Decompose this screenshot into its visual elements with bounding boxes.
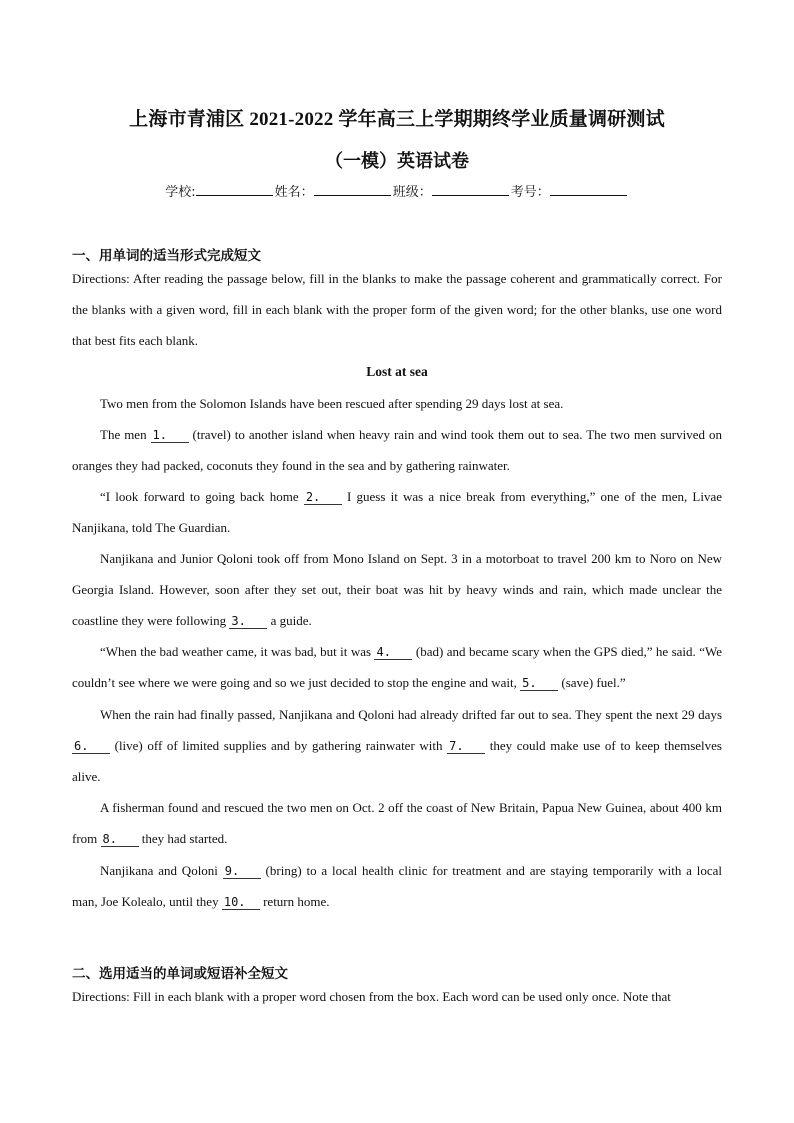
- paragraph-5: [72, 636, 722, 698]
- paragraph-text: Nanjikana and Qoloni: [100, 863, 223, 878]
- school-field[interactable]: [196, 183, 273, 196]
- paragraph-text: (bring) to a local health clinic for treatment and are staying temporarily with a local man, Joe Kolealo, until they: [72, 863, 722, 909]
- paragraph-6: [72, 699, 722, 792]
- section1-heading: 一、用单词的适当形式完成短文: [72, 248, 261, 264]
- blank-2[interactable]: 2.: [304, 490, 342, 505]
- section2-heading: 二、选用适当的单词或短语补全短文: [72, 966, 288, 982]
- student-info-line: [72, 181, 722, 200]
- paragraph-text: Nanjikana and Junior Qoloni took off from Mono Island on Sept. 3 in a motorboat to travel 200 km to Noro on New Georgia Island. However, soon after they set out, their boat was hit by heavy winds and rain, which made unclear the coastline they were following: [72, 551, 722, 628]
- paragraph-text: I guess it was a nice break from everything,” one of the men, Livae Nanjikana, told The Guardian.: [72, 489, 722, 535]
- paragraph-text: return home.: [259, 894, 330, 909]
- paragraph-2: [72, 419, 722, 481]
- blank-10[interactable]: 10.: [222, 895, 260, 910]
- class-label: 班级：: [392, 185, 432, 200]
- paragraph-8: [72, 855, 722, 917]
- blank-3[interactable]: 3.: [229, 614, 267, 629]
- paragraph-text: (live) off of limited supplies and by gathering rainwater with: [110, 738, 448, 753]
- class-field[interactable]: [432, 183, 509, 196]
- school-label: 学校:: [165, 185, 196, 200]
- paragraph-1: Two men from the Solomon Islands have been rescued after spending 29 days lost at sea.: [100, 396, 564, 411]
- paragraph-text: “When the bad weather came, it was bad, but it was: [100, 644, 375, 659]
- exam-number-label: 考号：: [510, 185, 550, 200]
- page-subtitle: （一模）英语试卷: [325, 151, 469, 171]
- paragraph-text: (bad) and became scary when the GPS died,” he said. “We couldn’t see where we were going and so we just decided to stop the engine and wait,: [72, 644, 722, 690]
- blank-8[interactable]: 8.: [101, 832, 139, 847]
- blank-7[interactable]: 7.: [447, 739, 485, 754]
- section2-directions: Directions: Fill in each blank with a proper word chosen from the box. Each word can be used only once. Note that: [72, 989, 671, 1004]
- blank-4[interactable]: 4.: [374, 645, 412, 660]
- name-field[interactable]: [314, 183, 391, 196]
- blank-1[interactable]: 1.: [151, 428, 189, 443]
- exam-number-field[interactable]: [550, 183, 627, 196]
- passage-title: Lost at sea: [366, 364, 428, 379]
- section1-directions: Directions: After reading the passage below, fill in the blanks to make the passage coherent and grammatically correct. For the blanks with a given word, fill in each blank with the proper form of the given word; for the other blanks, use one word that best fits each blank.: [72, 271, 722, 348]
- paragraph-4: [72, 543, 722, 636]
- paragraph-text: (travel) to another island when heavy rain and wind took them out to sea. The two men survived on oranges they had packed, coconuts they found in the sea and by gathering rainwater.: [72, 427, 722, 473]
- paragraph-text: (save) fuel.”: [558, 675, 626, 690]
- page-title: 上海市青浦区 2021-2022 学年高三上学期期终学业质量调研测试: [129, 109, 665, 130]
- paragraph-3: [72, 481, 722, 543]
- name-label: 姓名：: [274, 185, 314, 200]
- blank-9[interactable]: 9.: [223, 864, 261, 879]
- paragraph-text: they could make use of to keep themselves alive.: [72, 738, 722, 784]
- paragraph-text: a guide.: [267, 613, 312, 628]
- paragraph-text: they had started.: [138, 831, 228, 846]
- blank-5[interactable]: 5.: [520, 676, 558, 691]
- paragraph-text: When the rain had finally passed, Nanjikana and Qoloni had already drifted far out to sea. They spent the next 29 days: [100, 707, 722, 722]
- blank-6[interactable]: 6.: [72, 739, 110, 754]
- paragraph-text: “I look forward to going back home: [100, 489, 304, 504]
- paragraph-text: The men: [100, 427, 151, 442]
- paragraph-text: A fisherman found and rescued the two men on Oct. 2 off the coast of New Britain, Papua New Guinea, about 400 km from: [72, 800, 722, 846]
- paragraph-7: [72, 792, 722, 854]
